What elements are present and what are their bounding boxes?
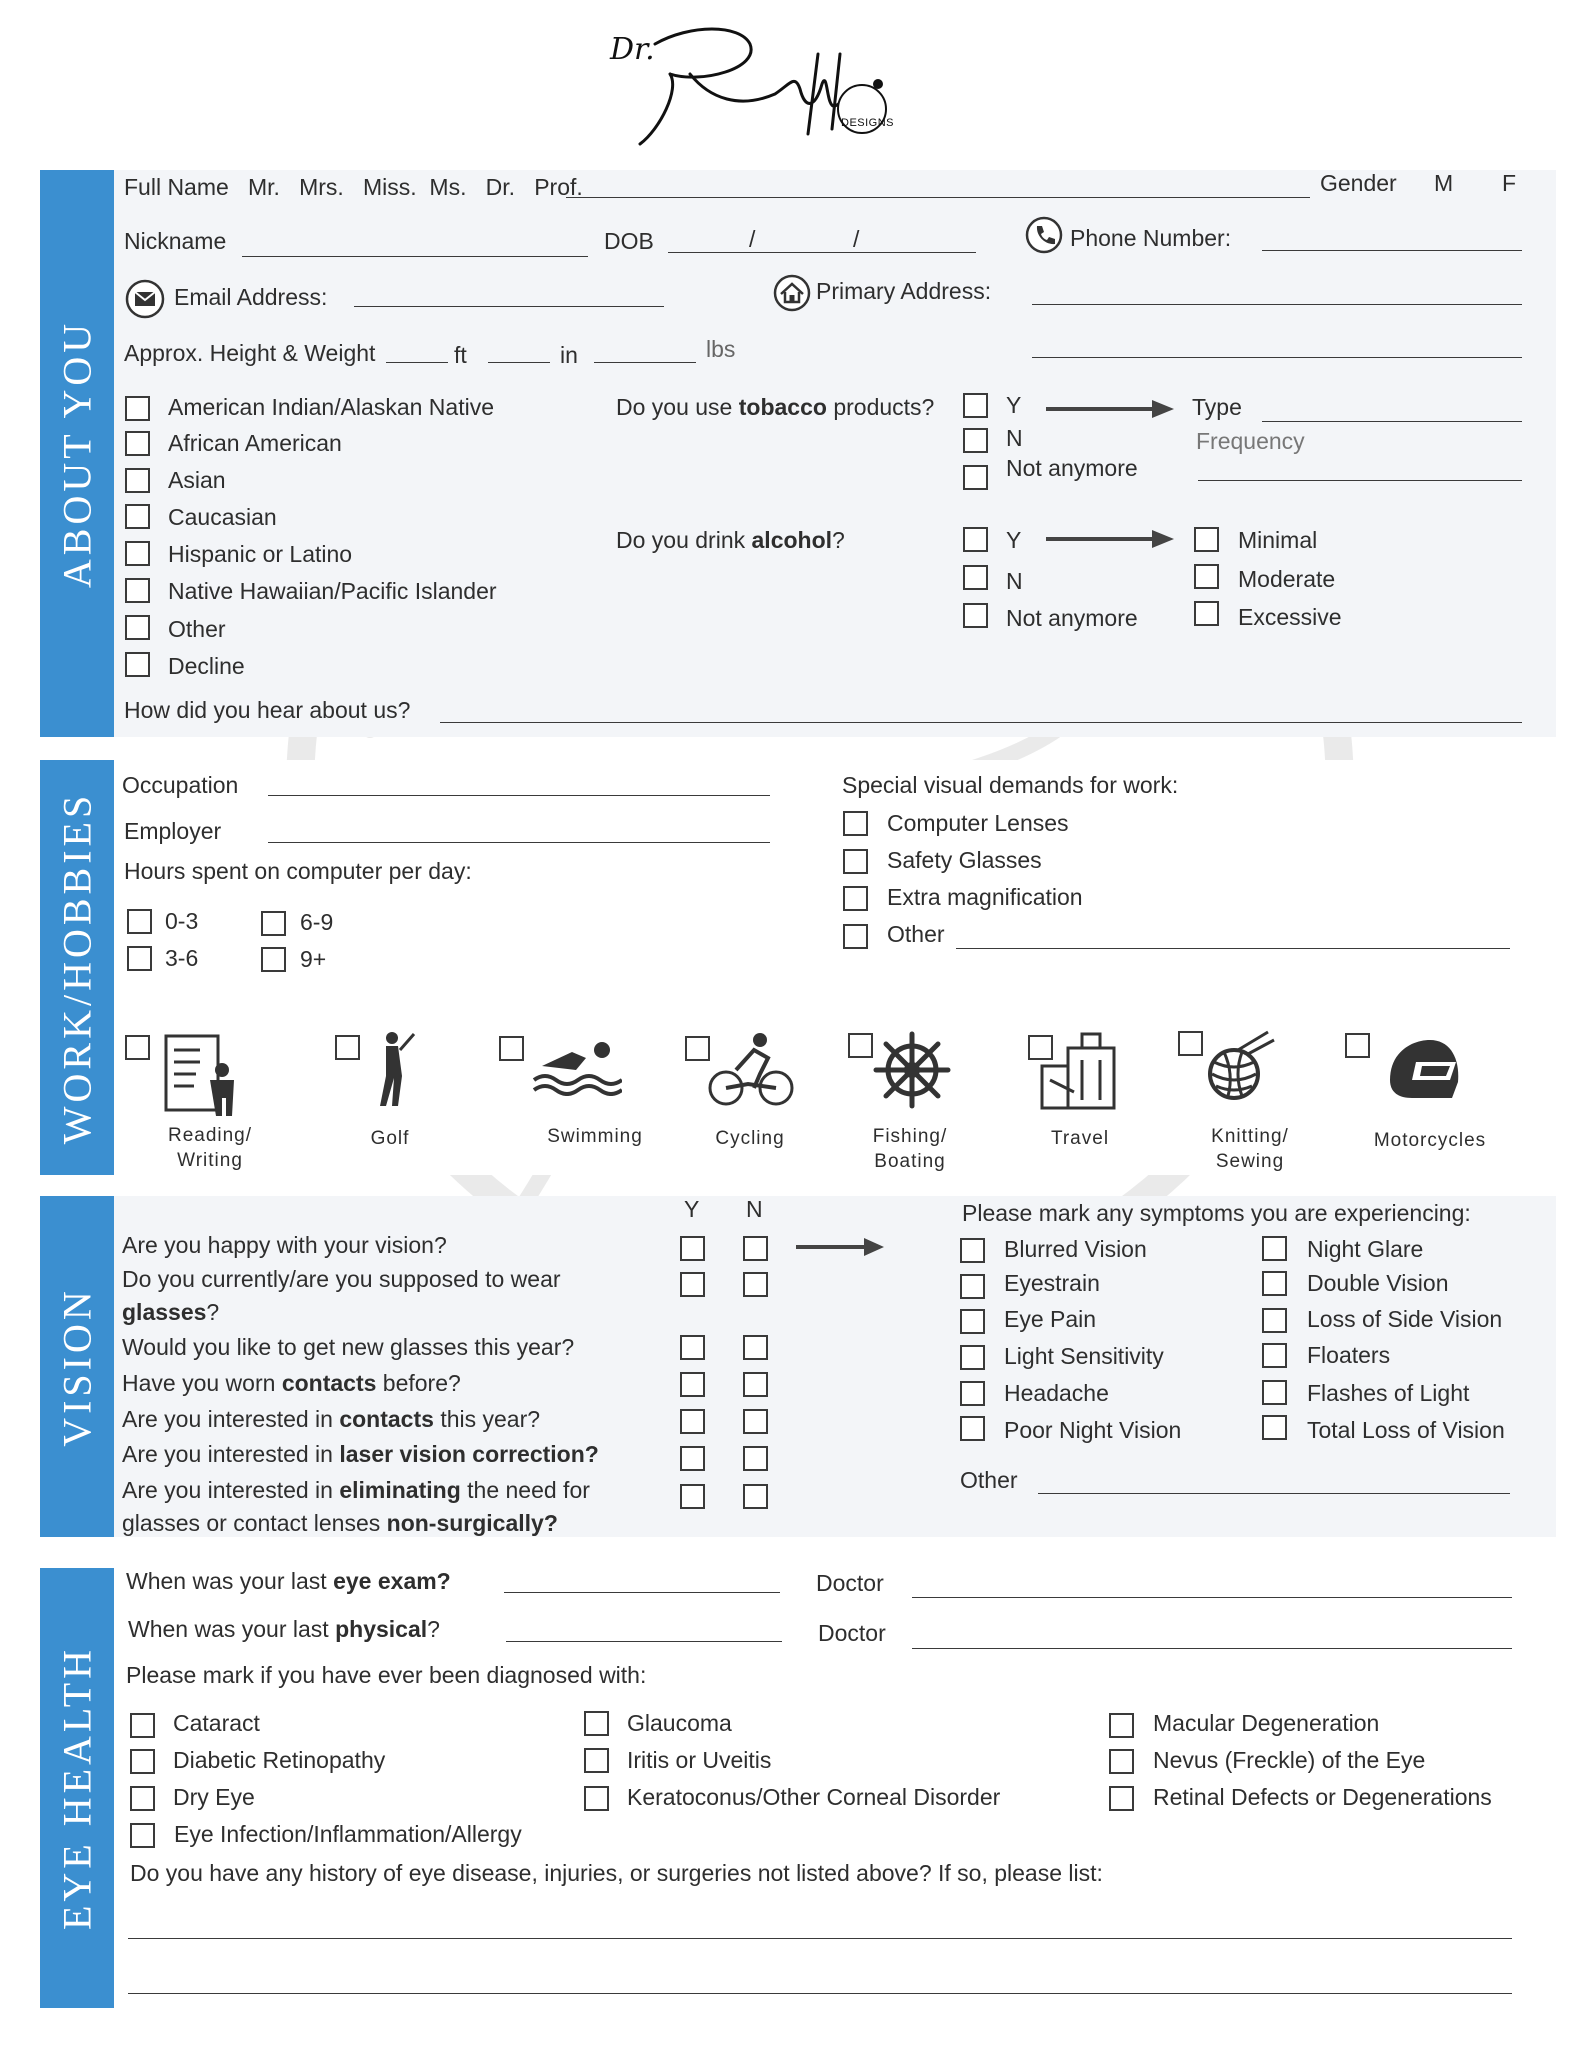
diagnosis-label: Glaucoma — [627, 1710, 732, 1736]
cycling-icon — [706, 1030, 796, 1110]
history-prompt: Do you have any history of eye disease, injuries, or surgeries not listed above? If so, please list: — [130, 1860, 1103, 1886]
swimming-icon — [532, 1036, 622, 1096]
employer-field[interactable] — [268, 842, 770, 843]
tobacco-type-label: Type — [1192, 394, 1242, 420]
symptom-label: Total Loss of Vision — [1307, 1417, 1505, 1443]
vision-no-checkbox[interactable] — [743, 1272, 768, 1297]
diagnosis-checkbox[interactable] — [584, 1748, 609, 1773]
ethnicity-label: Caucasian — [168, 504, 277, 530]
symptom-checkbox[interactable] — [960, 1345, 985, 1370]
diagnosis-checkbox[interactable] — [130, 1713, 155, 1738]
logo-signature-icon — [600, 14, 900, 154]
diagnosis-label: Dry Eye — [173, 1784, 255, 1810]
vision-no-checkbox[interactable] — [743, 1446, 768, 1471]
hobby-label-motorcycles: Motorcycles — [1373, 1130, 1487, 1151]
height-ft-field[interactable] — [386, 362, 448, 363]
vision-no-checkbox[interactable] — [743, 1409, 768, 1434]
symptom-checkbox[interactable] — [960, 1416, 985, 1441]
symptom-label: Flashes of Light — [1307, 1380, 1470, 1406]
diagnosis-label: Cataract — [173, 1710, 260, 1736]
vision-question: Would you like to get new glasses this year? — [122, 1334, 575, 1360]
eye-exam-doctor-field[interactable] — [912, 1597, 1512, 1598]
ethnicity-label: African American — [168, 430, 342, 456]
hobby-label-knitting: Knitting/ Sewing — [1211, 1126, 1289, 1172]
hours-checkbox[interactable] — [127, 909, 152, 934]
hours-option: 0-3 — [165, 908, 199, 934]
vision-no-checkbox[interactable] — [743, 1372, 768, 1397]
tobacco-type-field[interactable] — [1262, 421, 1522, 422]
vision-no-checkbox[interactable] — [743, 1335, 768, 1360]
in-label: in — [560, 342, 578, 368]
arrow-right-icon — [1046, 398, 1176, 420]
no-column-header: N — [746, 1196, 763, 1222]
diagnosis-label: Retinal Defects or Degenerations — [1153, 1784, 1492, 1810]
visual-other-field[interactable] — [956, 948, 1510, 949]
hobby-label-swimming: Swimming — [547, 1126, 643, 1147]
ethnicity-checkbox[interactable] — [125, 396, 150, 421]
reading-writing-icon — [160, 1030, 240, 1120]
ethnicity-label: Decline — [168, 653, 245, 679]
section-band-eye — [40, 1568, 114, 2008]
alcohol-excessive-label: Excessive — [1238, 604, 1342, 630]
lbs-label: lbs — [706, 336, 736, 362]
vision-question: glasses or contact lenses non-surgically? — [122, 1510, 558, 1536]
gender-label: Gender — [1320, 170, 1397, 196]
section-title-work: WORK/HOBBIES — [54, 791, 100, 1144]
vision-yes-checkbox[interactable] — [680, 1372, 705, 1397]
hobby-golf-checkbox[interactable] — [335, 1035, 360, 1060]
ethnicity-label: Asian — [168, 467, 226, 493]
hobby-swimming-checkbox[interactable] — [499, 1036, 524, 1061]
vision-question: Are you interested in contacts this year? — [122, 1406, 541, 1432]
hobby-label-golf: Golf — [370, 1128, 410, 1149]
yarn-ball-icon — [1198, 1028, 1278, 1108]
alcohol-n-checkbox[interactable] — [963, 565, 988, 590]
vision-question: Have you worn contacts before? — [122, 1370, 461, 1396]
ethnicity-checkbox[interactable] — [125, 504, 150, 529]
diagnosis-label: Nevus (Freckle) of the Eye — [1153, 1747, 1426, 1773]
visual-demand-checkbox[interactable] — [843, 924, 868, 949]
ethnicity-checkbox[interactable] — [125, 431, 150, 456]
nickname-label: Nickname — [124, 228, 227, 254]
symptom-checkbox[interactable] — [960, 1238, 985, 1263]
vision-no-checkbox[interactable] — [743, 1484, 768, 1509]
svg-text:Dr.: Dr. — [610, 32, 655, 67]
hobby-label-reading: Reading/ Writing — [167, 1125, 253, 1171]
symptom-label: Loss of Side Vision — [1307, 1306, 1503, 1332]
hours-option: 9+ — [300, 946, 327, 972]
phone-label: Phone Number: — [1070, 225, 1232, 251]
ethnicity-checkbox[interactable] — [125, 615, 150, 640]
hobby-reading-checkbox[interactable] — [125, 1035, 150, 1060]
symptom-label: Poor Night Vision — [1004, 1417, 1182, 1443]
dob-label: DOB — [604, 228, 654, 254]
logo-sub-text: DESIGNS — [841, 117, 895, 129]
diagnosis-checkbox[interactable] — [584, 1786, 609, 1811]
section-title-vision: VISION — [54, 1286, 100, 1447]
ethnicity-label: Hispanic or Latino — [168, 541, 353, 567]
alcohol-y-checkbox[interactable] — [963, 527, 988, 552]
golf-icon — [370, 1030, 420, 1110]
ethnicity-checkbox[interactable] — [125, 652, 150, 677]
nickname-field[interactable] — [242, 256, 588, 257]
section-title-eye: EYE HEALTH — [54, 1645, 100, 1931]
symptom-checkbox[interactable] — [1262, 1415, 1287, 1440]
gender-f-option[interactable]: F — [1502, 170, 1517, 196]
vision-question: Are you interested in eliminating the need for — [122, 1477, 590, 1503]
logo — [600, 14, 900, 154]
vision-question: Are you happy with your vision? — [122, 1232, 447, 1258]
diagnosis-label: Diabetic Retinopathy — [173, 1747, 386, 1773]
section-band-work — [40, 760, 114, 1175]
address-field-2[interactable] — [1032, 357, 1522, 358]
tobacco-not-anymore-checkbox[interactable] — [963, 465, 988, 490]
last-eye-exam-field[interactable] — [504, 1592, 780, 1593]
diagnosis-label: Macular Degeneration — [1153, 1710, 1380, 1736]
diagnosis-checkbox[interactable] — [130, 1786, 155, 1811]
last-physical-label: When was your last physical? — [128, 1616, 440, 1642]
diagnosis-checkbox[interactable] — [1109, 1749, 1134, 1774]
hobby-label-cycling: Cycling — [715, 1128, 785, 1149]
occupation-label: Occupation — [122, 772, 239, 798]
vision-yes-checkbox[interactable] — [680, 1446, 705, 1471]
visual-demand-label: Other — [887, 921, 945, 947]
history-field-1[interactable] — [128, 1938, 1512, 1939]
dob-separator-1: / — [749, 226, 756, 252]
visual-demand-checkbox[interactable] — [843, 811, 868, 836]
visual-demand-label: Safety Glasses — [887, 847, 1042, 873]
weight-field[interactable] — [594, 362, 696, 363]
alcohol-moderate-label: Moderate — [1238, 566, 1336, 592]
history-field-2[interactable] — [128, 1993, 1512, 1994]
visual-demand-label: Extra magnification — [887, 884, 1083, 910]
height-weight-label: Approx. Height & Weight — [124, 340, 376, 366]
email-icon — [124, 278, 166, 320]
symptom-label: Double Vision — [1307, 1270, 1449, 1296]
symptom-label: Night Glare — [1307, 1236, 1424, 1262]
vision-yes-checkbox[interactable] — [680, 1484, 705, 1509]
symptom-checkbox[interactable] — [1262, 1271, 1287, 1296]
ft-label: ft — [454, 342, 467, 368]
dob-field[interactable] — [668, 252, 976, 253]
symptom-checkbox[interactable] — [1262, 1380, 1287, 1405]
phone-field[interactable] — [1262, 250, 1522, 251]
hobby-label-fishing: Fishing/ Boating — [872, 1126, 948, 1172]
vision-question: Are you interested in laser vision correction? — [122, 1441, 599, 1467]
symptom-other-field[interactable] — [1038, 1493, 1510, 1494]
vision-yes-checkbox[interactable] — [680, 1272, 705, 1297]
home-icon — [772, 273, 812, 313]
visual-demands-label: Special visual demands for work: — [842, 772, 1179, 798]
symptom-label: Eye Pain — [1004, 1306, 1097, 1332]
vision-yes-checkbox[interactable] — [680, 1409, 705, 1434]
visual-demand-label: Computer Lenses — [887, 810, 1069, 836]
visual-demand-checkbox[interactable] — [843, 886, 868, 911]
symptoms-title: Please mark any symptoms you are experiencing: — [962, 1200, 1471, 1226]
section-band-about — [40, 170, 114, 737]
symptom-label: Light Sensitivity — [1004, 1343, 1164, 1369]
work-panel — [114, 760, 1556, 1175]
vision-question: glasses? — [122, 1299, 220, 1325]
diagnosis-checkbox[interactable] — [130, 1749, 155, 1774]
diagnosis-checkbox[interactable] — [1109, 1713, 1134, 1738]
diagnosis-checkbox[interactable] — [1109, 1786, 1134, 1811]
address-label: Primary Address: — [816, 278, 992, 304]
tobacco-y-label: Y — [1006, 392, 1022, 418]
ethnicity-checkbox[interactable] — [125, 541, 150, 566]
hours-option: 6-9 — [300, 909, 334, 935]
symptom-label: Blurred Vision — [1004, 1236, 1147, 1262]
tobacco-n-label: N — [1006, 425, 1023, 451]
symptom-label: Floaters — [1307, 1342, 1391, 1368]
symptom-label: Headache — [1004, 1380, 1109, 1406]
tobacco-not-anymore-label: Not anymore — [1006, 455, 1138, 481]
referral-field[interactable] — [440, 722, 1522, 723]
vision-yes-checkbox[interactable] — [680, 1236, 705, 1261]
ethnicity-label: Native Hawaiian/Pacific Islander — [168, 578, 497, 604]
phone-icon — [1024, 215, 1064, 255]
tobacco-question: Do you use tobacco products? — [616, 394, 935, 420]
diagnosis-prompt: Please mark if you have ever been diagnosed with: — [126, 1662, 647, 1688]
diagnosis-label: Eye Infection/Inflammation/Allergy — [174, 1821, 522, 1847]
hours-checkbox[interactable] — [261, 947, 286, 972]
yes-column-header: Y — [684, 1196, 700, 1222]
diagnosis-checkbox[interactable] — [130, 1823, 155, 1848]
doctor-label: Doctor — [816, 1570, 884, 1596]
vision-yes-checkbox[interactable] — [680, 1335, 705, 1360]
title-options: Mr. Mrs. Miss. Ms. Dr. Prof. — [248, 174, 583, 200]
diagnosis-label: Iritis or Uveitis — [627, 1747, 772, 1773]
tobacco-n-checkbox[interactable] — [963, 428, 988, 453]
height-in-field[interactable] — [488, 362, 550, 363]
dob-separator-2: / — [853, 226, 860, 252]
alcohol-not-anymore-checkbox[interactable] — [963, 603, 988, 628]
alcohol-excessive-checkbox[interactable] — [1194, 601, 1219, 626]
symptom-checkbox[interactable] — [1262, 1343, 1287, 1368]
alcohol-not-anymore-label: Not anymore — [1006, 605, 1138, 631]
ship-wheel-icon — [872, 1030, 952, 1110]
alcohol-moderate-checkbox[interactable] — [1194, 564, 1219, 589]
luggage-icon — [1038, 1030, 1122, 1114]
hours-label: Hours spent on computer per day: — [124, 858, 472, 884]
hours-checkbox[interactable] — [261, 911, 286, 936]
hobby-motorcycles-checkbox[interactable] — [1345, 1033, 1370, 1058]
ethnicity-label: Other — [168, 616, 226, 642]
hobby-label-travel: Travel — [1050, 1128, 1110, 1149]
arrow-right-icon — [796, 1236, 886, 1258]
referral-label: How did you hear about us? — [124, 697, 411, 723]
vision-no-checkbox[interactable] — [743, 1236, 768, 1261]
employer-label: Employer — [124, 818, 222, 844]
diagnosis-label: Keratoconus/Other Corneal Disorder — [627, 1784, 1001, 1810]
ethnicity-label: American Indian/Alaskan Native — [168, 394, 494, 420]
symptom-checkbox[interactable] — [1262, 1308, 1287, 1333]
alcohol-minimal-checkbox[interactable] — [1194, 527, 1219, 552]
last-eye-exam-label: When was your last eye exam? — [126, 1568, 451, 1594]
address-field-1[interactable] — [1032, 304, 1522, 305]
visual-demand-checkbox[interactable] — [843, 849, 868, 874]
gender-m-option[interactable]: M — [1434, 170, 1454, 196]
symptom-checkbox[interactable] — [960, 1381, 985, 1406]
arrow-right-icon — [1046, 528, 1176, 550]
symptom-checkbox[interactable] — [1262, 1236, 1287, 1261]
symptom-other-label: Other — [960, 1467, 1018, 1493]
hours-checkbox[interactable] — [127, 946, 152, 971]
doctor-label: Doctor — [818, 1620, 886, 1646]
last-physical-field[interactable] — [506, 1641, 782, 1642]
ethnicity-checkbox[interactable] — [125, 468, 150, 493]
full-name-field[interactable] — [566, 197, 1310, 198]
occupation-field[interactable] — [268, 795, 770, 796]
symptom-checkbox[interactable] — [960, 1274, 985, 1299]
section-band-vision — [40, 1196, 114, 1537]
alcohol-n-label: N — [1006, 568, 1023, 594]
section-title-about: ABOUT YOU — [54, 319, 100, 588]
symptom-label: Eyestrain — [1004, 1270, 1100, 1296]
alcohol-minimal-label: Minimal — [1238, 527, 1318, 553]
full-name-label: Full Name — [124, 174, 229, 200]
tobacco-frequency-field[interactable] — [1198, 480, 1522, 481]
hobby-fishing-checkbox[interactable] — [848, 1033, 873, 1058]
alcohol-y-label: Y — [1006, 527, 1022, 553]
helmet-icon — [1382, 1036, 1462, 1106]
email-field[interactable] — [354, 306, 664, 307]
diagnosis-checkbox[interactable] — [584, 1711, 609, 1736]
hours-option: 3-6 — [165, 945, 199, 971]
ethnicity-checkbox[interactable] — [125, 578, 150, 603]
alcohol-question: Do you drink alcohol? — [616, 527, 845, 553]
tobacco-frequency-label: Frequency — [1196, 428, 1305, 454]
email-label: Email Address: — [174, 284, 328, 310]
tobacco-y-checkbox[interactable] — [963, 393, 988, 418]
vision-question: Do you currently/are you supposed to wear — [122, 1266, 561, 1292]
symptom-checkbox[interactable] — [960, 1309, 985, 1334]
physical-doctor-field[interactable] — [912, 1648, 1512, 1649]
